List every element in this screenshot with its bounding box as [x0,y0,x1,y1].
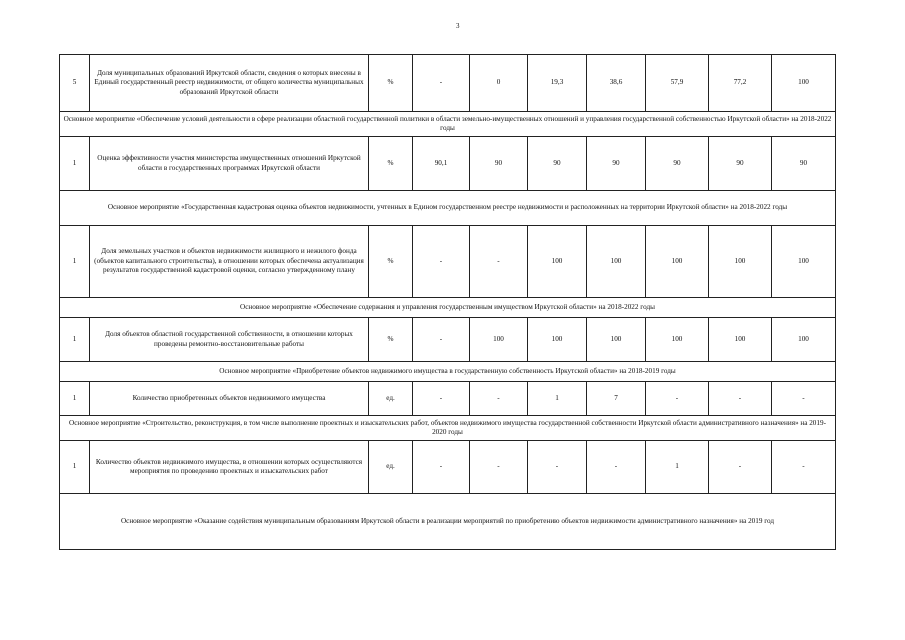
unit-cell: ед. [369,382,413,416]
value-cell: 90 [528,137,587,191]
section-heading: Основное мероприятие «Приобретение объектов недвижимого имущества в государственную собственность Иркутской области» на 2018-2019 годы [60,362,836,382]
section-heading-row [60,298,836,318]
value-cell: 100 [470,318,528,362]
value-cell: 100 [772,318,836,362]
value-cell: 100 [772,55,836,112]
row-number: 5 [60,55,90,112]
section-heading-row [60,416,836,441]
value-cell: 100 [528,226,587,298]
value-cell: 100 [709,318,772,362]
unit-cell: % [369,137,413,191]
value-cell: 100 [772,226,836,298]
value-cell: 100 [646,318,709,362]
value-cell: - [709,441,772,494]
value-cell: 100 [709,226,772,298]
row-number: 1 [60,137,90,191]
value-cell: - [470,382,528,416]
table-row [60,318,836,362]
value-cell: 100 [528,318,587,362]
indicators-table [59,54,836,550]
value-cell: - [413,441,470,494]
value-cell: 19,3 [528,55,587,112]
value-cell: - [413,318,470,362]
value-cell: 1 [528,382,587,416]
value-cell: 90,1 [413,137,470,191]
value-cell: 7 [587,382,646,416]
section-heading: Основное мероприятие «Оказание содействия муниципальным образованиям Иркутской области в реализации мероприятий по приобретению объектов недвижимости административного назначения» на 2019 год [60,494,836,550]
value-cell: - [413,55,470,112]
value-cell: 57,9 [646,55,709,112]
unit-cell: % [369,226,413,298]
value-cell: - [709,382,772,416]
section-heading: Основное мероприятие «Обеспечение содержания и управления государственным имуществом Иркутской области» на 2018-2022 годы [60,298,836,318]
value-cell: 0 [470,55,528,112]
indicator-description: Количество приобретенных объектов недвижимого имущества [90,382,369,416]
value-cell: 90 [772,137,836,191]
section-heading: Основное мероприятие «Обеспечение условий деятельности в сфере реализации областной государственной политики в области земельно-имущественных отношений и управления государственной собственностью Иркутской области» на 2018-2022 годы [60,112,836,137]
value-cell: 90 [646,137,709,191]
table-row [60,441,836,494]
value-cell: 77,2 [709,55,772,112]
value-cell: - [772,382,836,416]
value-cell: - [413,226,470,298]
row-number: 1 [60,226,90,298]
value-cell: 90 [709,137,772,191]
table-row [60,55,836,112]
value-cell: - [470,441,528,494]
table-row [60,226,836,298]
value-cell: - [772,441,836,494]
value-cell: - [587,441,646,494]
indicator-description: Доля муниципальных образований Иркутской области, сведения о которых внесены в Единый государственный реестр недвижимости, от общего количества муниципальных образований Иркутской области [90,55,369,112]
section-heading: Основное мероприятие «Строительство, реконструкция, в том числе выполнение проектных и изыскательских работ, объектов недвижимого имущества государственной собственности Иркутской области административного назначения» на 2019-2020 годы [60,416,836,441]
value-cell: 100 [646,226,709,298]
unit-cell: % [369,318,413,362]
indicator-description: Доля объектов областной государственной собственности, в отношении которых проведены ремонтно-восстановительные работы [90,318,369,362]
unit-cell: ед. [369,441,413,494]
row-number: 1 [60,441,90,494]
table-row [60,137,836,191]
value-cell: 90 [470,137,528,191]
row-number: 1 [60,382,90,416]
row-number: 1 [60,318,90,362]
table-row [60,382,836,416]
value-cell: 100 [587,226,646,298]
value-cell: - [470,226,528,298]
indicator-description: Доля земельных участков и объектов недвижимости жилищного и нежилого фонда (объектов капитального строительства), в отношении которых обеспечена актуализация результатов государственной кадастровой оценки, согласно утвержденному плану [90,226,369,298]
value-cell: - [646,382,709,416]
value-cell: 38,6 [587,55,646,112]
page-number: 3 [456,22,460,30]
unit-cell: % [369,55,413,112]
indicator-description: Количество объектов недвижимого имущества, в отношении которых осуществляются мероприятия по проведению проектных и изыскательских работ [90,441,369,494]
value-cell: 1 [646,441,709,494]
section-heading-row [60,112,836,137]
value-cell: - [413,382,470,416]
value-cell: 100 [587,318,646,362]
section-heading-row [60,494,836,550]
section-heading: Основное мероприятие «Государственная кадастровая оценка объектов недвижимости, учтенных в Едином государственном реестре недвижимости и расположенных на территории Иркутской области» на 2018-2022 годы [60,191,836,226]
value-cell: - [528,441,587,494]
section-heading-row [60,362,836,382]
value-cell: 90 [587,137,646,191]
section-heading-row [60,191,836,226]
indicator-description: Оценка эффективности участия министерства имущественных отношений Иркутской области в государственных программах Иркутской области [90,137,369,191]
